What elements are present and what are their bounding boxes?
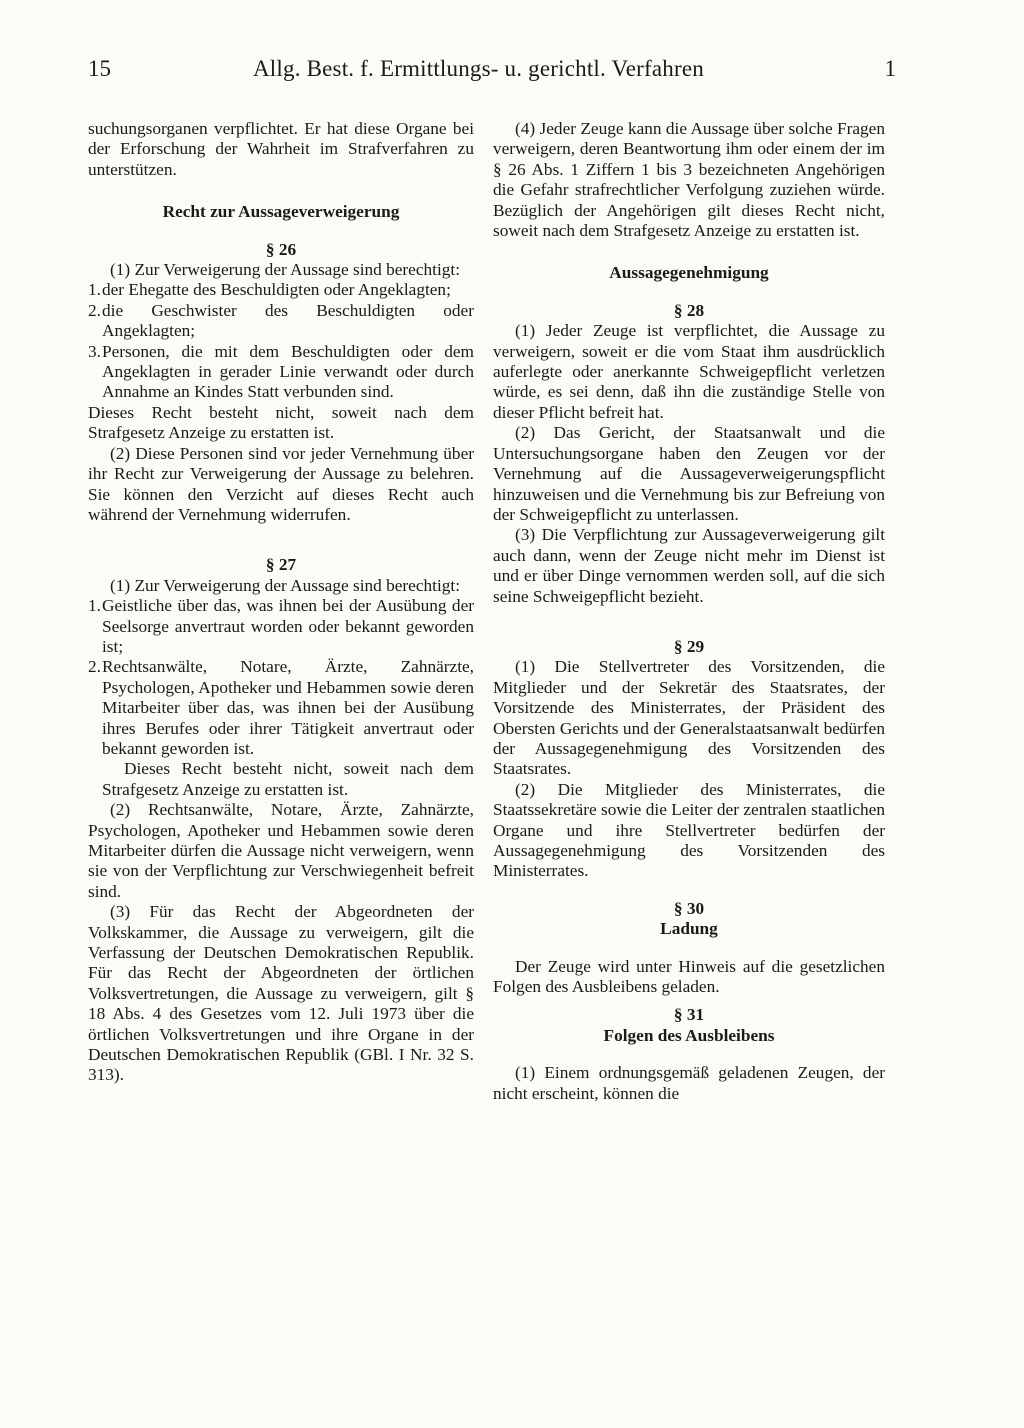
right-column: [493, 119, 885, 1104]
section-27-paragraph-3: (3) Für das Recht der Abgeordneten der Volkskammer, die Aussage zu verweigern, gilt die Verfassung der Deutschen Demokratischen Republik. Für das Recht der Abgeordneten der örtlichen Volksvertretungen, die Aussage zu verweigern, gilt § 18 Abs. 4 des Gesetzes vom 12. Juli 1973 über die örtlichen Volksvertretungen und ihre Organe in der Deutschen Demokratischen Republik (GBl. I Nr. 32 S. 313).: [88, 902, 474, 1085]
section-30-heading: Ladung: [660, 919, 718, 939]
section-27-title: § 27: [265, 555, 297, 575]
list-item-tail: Dieses Recht besteht nicht, soweit nach dem Strafgesetz Anzeige zu erstatten ist.: [102, 759, 474, 799]
section-29-title: § 29: [673, 636, 705, 656]
section-31-title: § 31: [673, 1005, 705, 1025]
section-26-title: § 26: [265, 239, 297, 259]
section-30-paragraph-1: Der Zeuge wird unter Hinweis auf die gesetzlichen Folgen des Ausbleibens geladen.: [493, 956, 885, 997]
section-28-paragraph-3: (3) Die Verpflichtung zur Aussageverweigerung gilt auch dann, wenn der Zeuge nicht mehr im Dienst ist und er über Dinge vernommen werden soll, auf die sich seine Schweigepflicht bezieht.: [493, 525, 885, 606]
section-26-paragraph-1-tail: Dieses Recht besteht nicht, soweit nach dem Strafgesetz Anzeige zu erstatten ist.: [88, 402, 474, 443]
section-27-paragraph-2: (2) Rechtsanwälte, Notare, Ärzte, Zahnärzte, Psychologen, Apotheker und Hebammen sowie deren Mitarbeiter dürfen die Aussage nicht verweigern, wenn sie von der Verpflichtung zur Verschwiegenheit befreit sind.: [88, 800, 474, 901]
running-title: Allg. Best. f. Ermittlungs- u. gerichtl. Verfahren: [253, 56, 704, 81]
list-item: 2. die Geschwister des Beschuldigten oder Angeklagten;: [88, 300, 474, 341]
section-28-title: § 28: [673, 300, 705, 320]
left-column: [88, 119, 474, 1086]
page-header: [88, 56, 896, 90]
list-item: 1. der Ehegatte des Beschuldigten oder Angeklagten;: [88, 280, 451, 300]
section-heading-aussageverweigerung: Recht zur Aussageverweigerung: [162, 202, 400, 222]
section-26-paragraph-1: (1) Zur Verweigerung der Aussage sind berechtigt:: [110, 260, 461, 280]
chapter-number: 1: [884, 56, 896, 81]
list-item: 1. Geistliche über das, was ihnen bei der Ausübung der Seelsorge anvertraut worden oder bekannt geworden ist;: [88, 596, 474, 656]
list-item: 3. Personen, die mit dem Beschuldigten oder dem Angeklagten in gerader Linie verwandt oder durch Annahme an Kindes Statt verbunden sind.: [88, 341, 474, 402]
section-30-title: § 30: [673, 898, 705, 918]
section-29-paragraph-2: (2) Die Mitglieder des Ministerrates, die Staatssekretäre sowie die Leiter der zentralen staatlichen Organe und ihre Stellvertreter bedürfen der Aussagegenehmigung des Vorsitzenden des Ministerrates.: [493, 779, 885, 881]
section-26-paragraph-2: (2) Diese Personen sind vor jeder Vernehmung über ihr Recht zur Verweigerung der Aussage zu belehren. Sie können den Verzicht auf dieses Recht auch während der Vernehmung widerrufen.: [88, 443, 474, 524]
continued-paragraph: suchungsorganen verpflichtet. Er hat diese Organe bei der Erforschung der Wahrheit im Strafverfahren zu unterstützen.: [88, 119, 474, 179]
section-27-paragraph-1: (1) Zur Verweigerung der Aussage sind berechtigt:: [110, 575, 461, 595]
section-28-paragraph-2: (2) Das Gericht, der Staatsanwalt und die Untersuchungsorgane haben den Zeugen vor der Vernehmung auf die Aussageverweigerungspflicht hinzuweisen und die Vernehmung bis zur Befreiung von der Schweigepflicht zu unterlassen.: [493, 423, 885, 524]
section-29-paragraph-1: (1) Die Stellvertreter des Vorsitzenden, die Mitglieder und der Sekretär des Staatsrates, der Vorsitzende des Ministerrates, der Präsident des Obersten Gerichts und der Generalstaatsanwalt bedürfen der Aussagegenehmigung des Vorsitzenden des Staatsrates.: [493, 657, 885, 779]
section-31-paragraph-1: (1) Einem ordnungsgemäß geladenen Zeugen, der nicht erscheint, können die: [493, 1063, 885, 1103]
list-item: 2. Rechtsanwälte, Notare, Ärzte, Zahnärzte, Psychologen, Apotheker und Hebammen sowie deren Mitarbeiter über das, was ihnen bei der Ausübung ihres Berufes oder ihrer Tätigkeit anvertraut oder bekannt geworden ist. Dieses Recht besteht nicht, soweit nach dem Strafgesetz Anzeige zu erstatten ist.: [88, 657, 474, 799]
section-28-paragraph-1: (1) Jeder Zeuge ist verpflichtet, die Aussage zu verweigern, soweit er die vom Staat ihm ausdrücklich auferlegte oder anerkannte Schweigepflicht verletzen würde, es sei denn, daß ihn die zuständige Stelle von dieser Pflicht befreit hat.: [493, 321, 885, 422]
section-26-paragraph-4: (4) Jeder Zeuge kann die Aussage über solche Fragen verweigern, deren Beantwortung ihm oder einem der im § 26 Abs. 1 Ziffern 1 bis 3 bezeichneten Angehörigen die Gefahr strafrechtlicher Verfolgung zuziehen würde. Bezüglich der Angehörigen gilt dieses Recht nicht, soweit nach dem Strafgesetz Anzeige zu erstatten ist.: [493, 119, 885, 241]
page-number: 15: [88, 56, 111, 81]
section-heading-aussagegenehmigung: Aussagegenehmigung: [609, 263, 769, 283]
section-31-heading: Folgen des Ausbleibens: [603, 1025, 775, 1045]
